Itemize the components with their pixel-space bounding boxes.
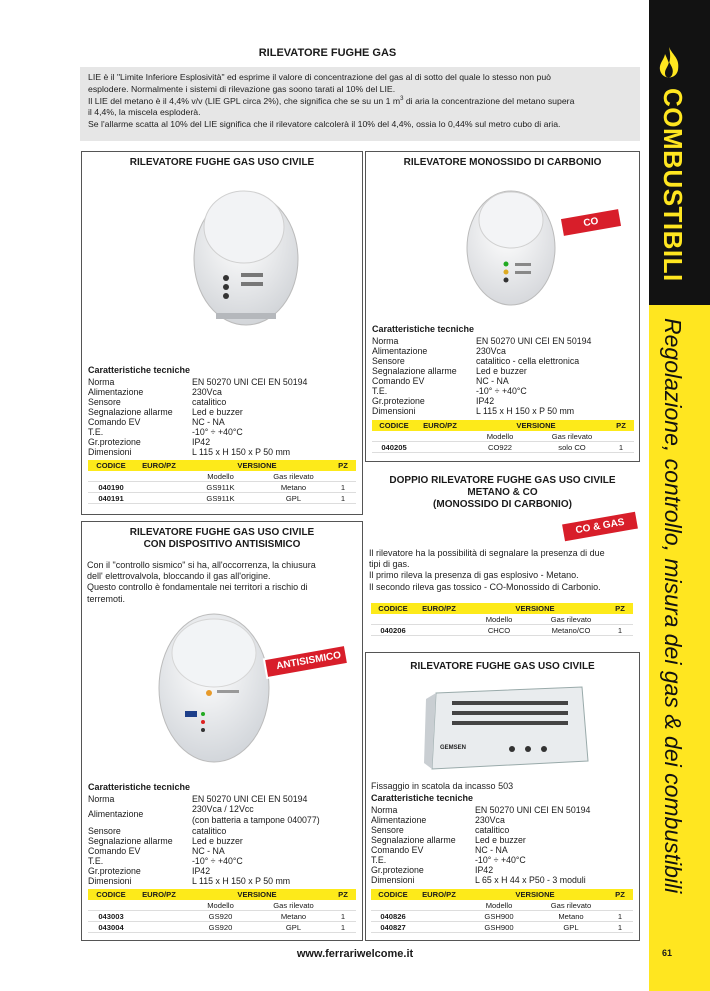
row-code: 040191 — [98, 493, 124, 503]
description-line: Il secondo rileva gas tossico - CO-Monossido di Carbonio. — [369, 581, 601, 592]
spec-label: Comando EV — [372, 376, 425, 386]
spec-label: Sensore — [88, 397, 121, 407]
box-title: (MONOSSIDO DI CARBONIO) — [433, 499, 572, 510]
spec-value: Led e buzzer — [192, 407, 243, 417]
table-subheader — [88, 900, 356, 911]
row-gas: Metano/CO — [551, 625, 591, 635]
spec-value: IP42 — [476, 396, 495, 406]
spec-value: catalitico - cella elettronica — [476, 356, 580, 366]
description — [369, 548, 639, 593]
col-codice: CODICE — [96, 461, 126, 470]
footer-url[interactable]: www.ferrariwelcome.it — [296, 948, 414, 960]
flame-icon — [655, 44, 683, 84]
table-row — [88, 493, 356, 504]
spec-value: Led e buzzer — [192, 836, 243, 846]
row-model: GS920 — [208, 911, 233, 921]
intro-line: il 4,4%, la miscela esploderà. — [88, 107, 201, 118]
box-title: METANO & CO — [467, 487, 538, 498]
spec-label: T.E. — [371, 855, 387, 865]
spec-value: NC - NA — [192, 417, 225, 427]
table-row — [88, 922, 356, 933]
spec-label: Dimensioni — [88, 447, 132, 457]
row-code: 043003 — [98, 911, 124, 921]
spec-label: Dimensioni — [88, 876, 132, 886]
description-line: Il primo rileva la presenza di gas esplosivo - Metano. — [369, 570, 579, 581]
specs-heading: Caratteristiche tecniche — [88, 782, 191, 792]
product-box-civile — [81, 151, 363, 515]
spec-label: Gr.protezione — [371, 865, 424, 875]
col-europz: EURO/PZ — [423, 421, 457, 430]
product-box-co — [365, 151, 640, 462]
mounting-note: Fissaggio in scatola da incasso 503 — [371, 781, 514, 791]
description-line: terremoti. — [87, 593, 126, 604]
spec-label: Sensore — [371, 825, 404, 835]
spec-value: Led e buzzer — [476, 366, 527, 376]
intro-text: Il LIE del metano è il 4,4% v/v (LIE GPL circa 2%), che significa che se su un 1 m — [88, 95, 401, 106]
table-header — [371, 603, 633, 614]
row-code: 040827 — [380, 922, 406, 932]
spec-value: -10° ÷ +40°C — [192, 856, 243, 866]
col-modello: Modello — [207, 900, 234, 910]
spec-value: L 115 x H 150 x P 50 mm — [476, 406, 575, 416]
box-title: RILEVATORE FUGHE GAS USO CIVILE — [410, 661, 595, 672]
row-pz: 1 — [617, 625, 623, 635]
intro-line — [88, 96, 632, 108]
spec-label: Comando EV — [88, 846, 141, 856]
row-pz: 1 — [340, 493, 346, 503]
col-europz: EURO/PZ — [422, 890, 456, 899]
col-europz: EURO/PZ — [142, 890, 176, 899]
box-title: CON DISPOSITIVO ANTISISMICO — [143, 539, 301, 550]
spec-value: catalitico — [192, 397, 227, 407]
gas-detector-image — [186, 177, 306, 329]
spec-label: Gr.protezione — [372, 396, 425, 406]
col-gas: Gas rilevato — [550, 900, 592, 910]
spec-label: Alimentazione — [371, 815, 427, 825]
spec-value: EN 50270 UNI CEI EN 50194 — [476, 336, 592, 346]
product-table — [88, 460, 356, 504]
table-subheader — [372, 431, 634, 442]
row-model: CO922 — [487, 442, 513, 452]
col-versione: VERSIONE — [516, 421, 556, 430]
col-gas: Gas rilevato — [273, 471, 314, 481]
description-line: tipi di gas. — [369, 559, 410, 570]
spec-label: Alimentazione — [88, 387, 144, 397]
col-gas: Gas rilevato — [273, 900, 314, 910]
col-pz: PZ — [338, 461, 348, 470]
col-versione: VERSIONE — [515, 890, 555, 899]
table-row — [88, 482, 356, 493]
row-model: GS920 — [208, 922, 233, 932]
spec-value: L 115 x H 150 x P 50 mm — [192, 876, 291, 886]
intro-line: Se l'allarme scatta al 10% del LIE significa che il rilevatore calcolerà il 10% del 4,4%, ossia lo 0,44% sul metro cubo di aria. — [88, 119, 561, 130]
table-header — [88, 460, 356, 471]
spec-label: Segnalazione allarme — [372, 366, 457, 376]
spec-value: catalitico — [192, 826, 227, 836]
row-gas: GPL — [285, 922, 302, 932]
table-header — [371, 889, 633, 900]
spec-label: Alimentazione — [372, 346, 428, 356]
product-table — [371, 889, 633, 933]
spec-label: Norma — [372, 336, 399, 346]
table-subheader — [371, 614, 633, 625]
spec-value: L 115 x H 150 x P 50 mm — [192, 447, 291, 457]
spec-label: Norma — [371, 805, 398, 815]
col-gas: Gas rilevato — [551, 431, 593, 441]
spec-label: Comando EV — [371, 845, 424, 855]
table-header — [372, 420, 634, 431]
description — [87, 560, 359, 605]
row-gas: solo CO — [558, 442, 586, 452]
spec-label: Segnalazione allarme — [88, 407, 173, 417]
description-line: dell' elettrovalvola, bloccando il gas all'origine. — [87, 571, 271, 582]
spec-label: T.E. — [372, 386, 388, 396]
box-title: RILEVATORE MONOSSIDO DI CARBONIO — [403, 157, 602, 168]
spec-label: Gr.protezione — [88, 437, 141, 447]
row-gas: Metano — [280, 911, 307, 921]
row-pz: 1 — [340, 482, 346, 492]
row-gas: Metano — [558, 911, 584, 921]
table-row — [371, 911, 633, 922]
col-pz: PZ — [338, 890, 348, 899]
device-brand-label: GEMSEN — [440, 745, 467, 751]
col-codice: CODICE — [379, 421, 409, 430]
col-modello: Modello — [485, 614, 513, 624]
col-europz: EURO/PZ — [142, 461, 176, 470]
spec-value: NC - NA — [192, 846, 225, 856]
intro-line: esplodere. Normalmente i sistemi di rilevazione gas soono tarati al 10% del LIE. — [88, 83, 396, 94]
row-code: 040206 — [380, 625, 406, 635]
antiseismic-detector-image — [155, 608, 273, 766]
wall-detector-image — [422, 683, 594, 775]
spec-value: EN 50270 UNI CEI EN 50194 — [475, 805, 591, 815]
table-row — [88, 911, 356, 922]
spec-value: 230Vca / 12Vcc — [192, 804, 254, 814]
spec-value: 230Vca — [192, 387, 222, 397]
page-number: 61 — [662, 948, 673, 958]
spec-label: Gr.protezione — [88, 866, 141, 876]
spec-label: Norma — [88, 794, 115, 804]
col-pz: PZ — [616, 421, 626, 430]
table-subheader — [88, 471, 356, 482]
table-subheader — [371, 900, 633, 911]
spec-value: L 65 x H 44 x P50 - 3 moduli — [475, 875, 586, 885]
spec-value: 230Vca — [476, 346, 506, 356]
table-header — [88, 889, 356, 900]
product-table — [88, 889, 356, 933]
box-title: DOPPIO RILEVATORE FUGHE GAS USO CIVILE — [389, 475, 616, 486]
row-pz: 1 — [618, 442, 624, 452]
intro-text: di aria la concentrazione del metano supera — [403, 95, 575, 106]
row-model: GS911K — [206, 493, 235, 503]
spec-value: 230Vca — [475, 815, 505, 825]
spec-label: Norma — [88, 377, 115, 387]
col-versione: VERSIONE — [515, 604, 555, 613]
spec-value: -10° ÷ +40°C — [192, 427, 243, 437]
col-gas: Gas rilevato — [550, 614, 592, 624]
spec-label: Dimensioni — [372, 406, 416, 416]
category-subtitle: Regolazione, controllo, misura dei gas & dei combustibili — [660, 318, 686, 894]
spec-label: T.E. — [88, 856, 104, 866]
row-pz: 1 — [617, 922, 623, 932]
row-code: 040205 — [381, 442, 407, 452]
row-code: 040826 — [380, 911, 406, 921]
product-section-doppio — [365, 470, 640, 642]
specs-heading: Caratteristiche tecniche — [88, 365, 191, 375]
product-box-antisismico — [81, 521, 363, 941]
col-modello: Modello — [485, 900, 513, 910]
col-versione: VERSIONE — [237, 890, 277, 899]
specs-heading: Caratteristiche tecniche — [371, 793, 474, 803]
intro-line: LIE è il "Limite Inferiore Esplosività" ed esprime il valore di concentrazione del gas al di sotto del quale lo stesso non può — [88, 72, 551, 82]
spec-label: Segnalazione allarme — [371, 835, 456, 845]
category-label: COMBUSTIBILI — [658, 88, 688, 282]
specs-heading: Caratteristiche tecniche — [372, 324, 475, 334]
row-pz: 1 — [340, 911, 346, 921]
row-model: GSH900 — [484, 911, 514, 921]
box-title: RILEVATORE FUGHE GAS USO CIVILE — [129, 527, 315, 538]
spec-value: -10° ÷ +40°C — [475, 855, 526, 865]
product-box-incasso — [365, 652, 640, 941]
product-table — [372, 420, 634, 453]
col-europz: EURO/PZ — [422, 604, 456, 613]
description-line: Questo controllo è fondamentale nei territori a rischio di — [87, 582, 308, 593]
table-row — [372, 442, 634, 453]
spec-label: Segnalazione allarme — [88, 836, 173, 846]
row-code: 040190 — [98, 482, 124, 492]
product-table — [371, 603, 633, 636]
row-gas: GPL — [563, 922, 579, 932]
box-title: RILEVATORE FUGHE GAS USO CIVILE — [129, 157, 315, 168]
description-line: Con il "controllo sismico" si ha, all'occorrenza, la chiusura — [87, 560, 316, 570]
col-codice: CODICE — [378, 890, 408, 899]
spec-label: T.E. — [88, 427, 104, 437]
spec-value: IP42 — [192, 437, 211, 447]
intro-superscript: 3 — [400, 95, 404, 102]
row-gas: Metano — [280, 482, 307, 492]
col-pz: PZ — [615, 604, 625, 613]
spec-label: Dimensioni — [371, 875, 415, 885]
col-codice: CODICE — [96, 890, 126, 899]
co-detector-image — [461, 178, 561, 308]
spec-value: Led e buzzer — [475, 835, 526, 845]
col-codice: CODICE — [378, 604, 408, 613]
spec-label: Sensore — [88, 826, 121, 836]
spec-value: (con batteria a tampone 040077) — [192, 815, 320, 825]
spec-value: catalitico — [475, 825, 510, 835]
spec-value: IP42 — [192, 866, 211, 876]
row-model: GSH900 — [484, 922, 514, 932]
spec-value: NC - NA — [476, 376, 509, 386]
table-row — [371, 625, 633, 636]
table-row — [371, 922, 633, 933]
col-modello: Modello — [207, 471, 234, 481]
co-badge: CO — [561, 209, 621, 236]
spec-value: NC - NA — [475, 845, 508, 855]
description-line: Il rilevatore ha la possibilità di segnalare la presenza di due — [369, 548, 605, 558]
spec-label: Sensore — [372, 356, 405, 366]
row-model: CHCO — [487, 625, 511, 635]
col-versione: VERSIONE — [237, 461, 277, 470]
spec-value: EN 50270 UNI CEI EN 50194 — [192, 377, 308, 387]
antisismico-badge: ANTISISMICO — [265, 646, 347, 677]
row-gas: GPL — [285, 493, 302, 503]
col-modello: Modello — [486, 431, 514, 441]
intro-box — [80, 67, 640, 141]
spec-value: -10° ÷ +40°C — [476, 386, 527, 396]
row-pz: 1 — [617, 911, 623, 921]
spec-label: Comando EV — [88, 417, 141, 427]
row-pz: 1 — [340, 922, 346, 932]
col-pz: PZ — [615, 890, 625, 899]
row-model: GS911K — [206, 482, 235, 492]
co-gas-badge: CO & GAS — [562, 512, 638, 542]
row-code: 043004 — [98, 922, 124, 932]
spec-value: EN 50270 UNI CEI EN 50194 — [192, 794, 308, 804]
page-title: RILEVATORE FUGHE GAS — [258, 47, 397, 59]
spec-label: Alimentazione — [88, 809, 144, 819]
spec-value: IP42 — [475, 865, 494, 875]
